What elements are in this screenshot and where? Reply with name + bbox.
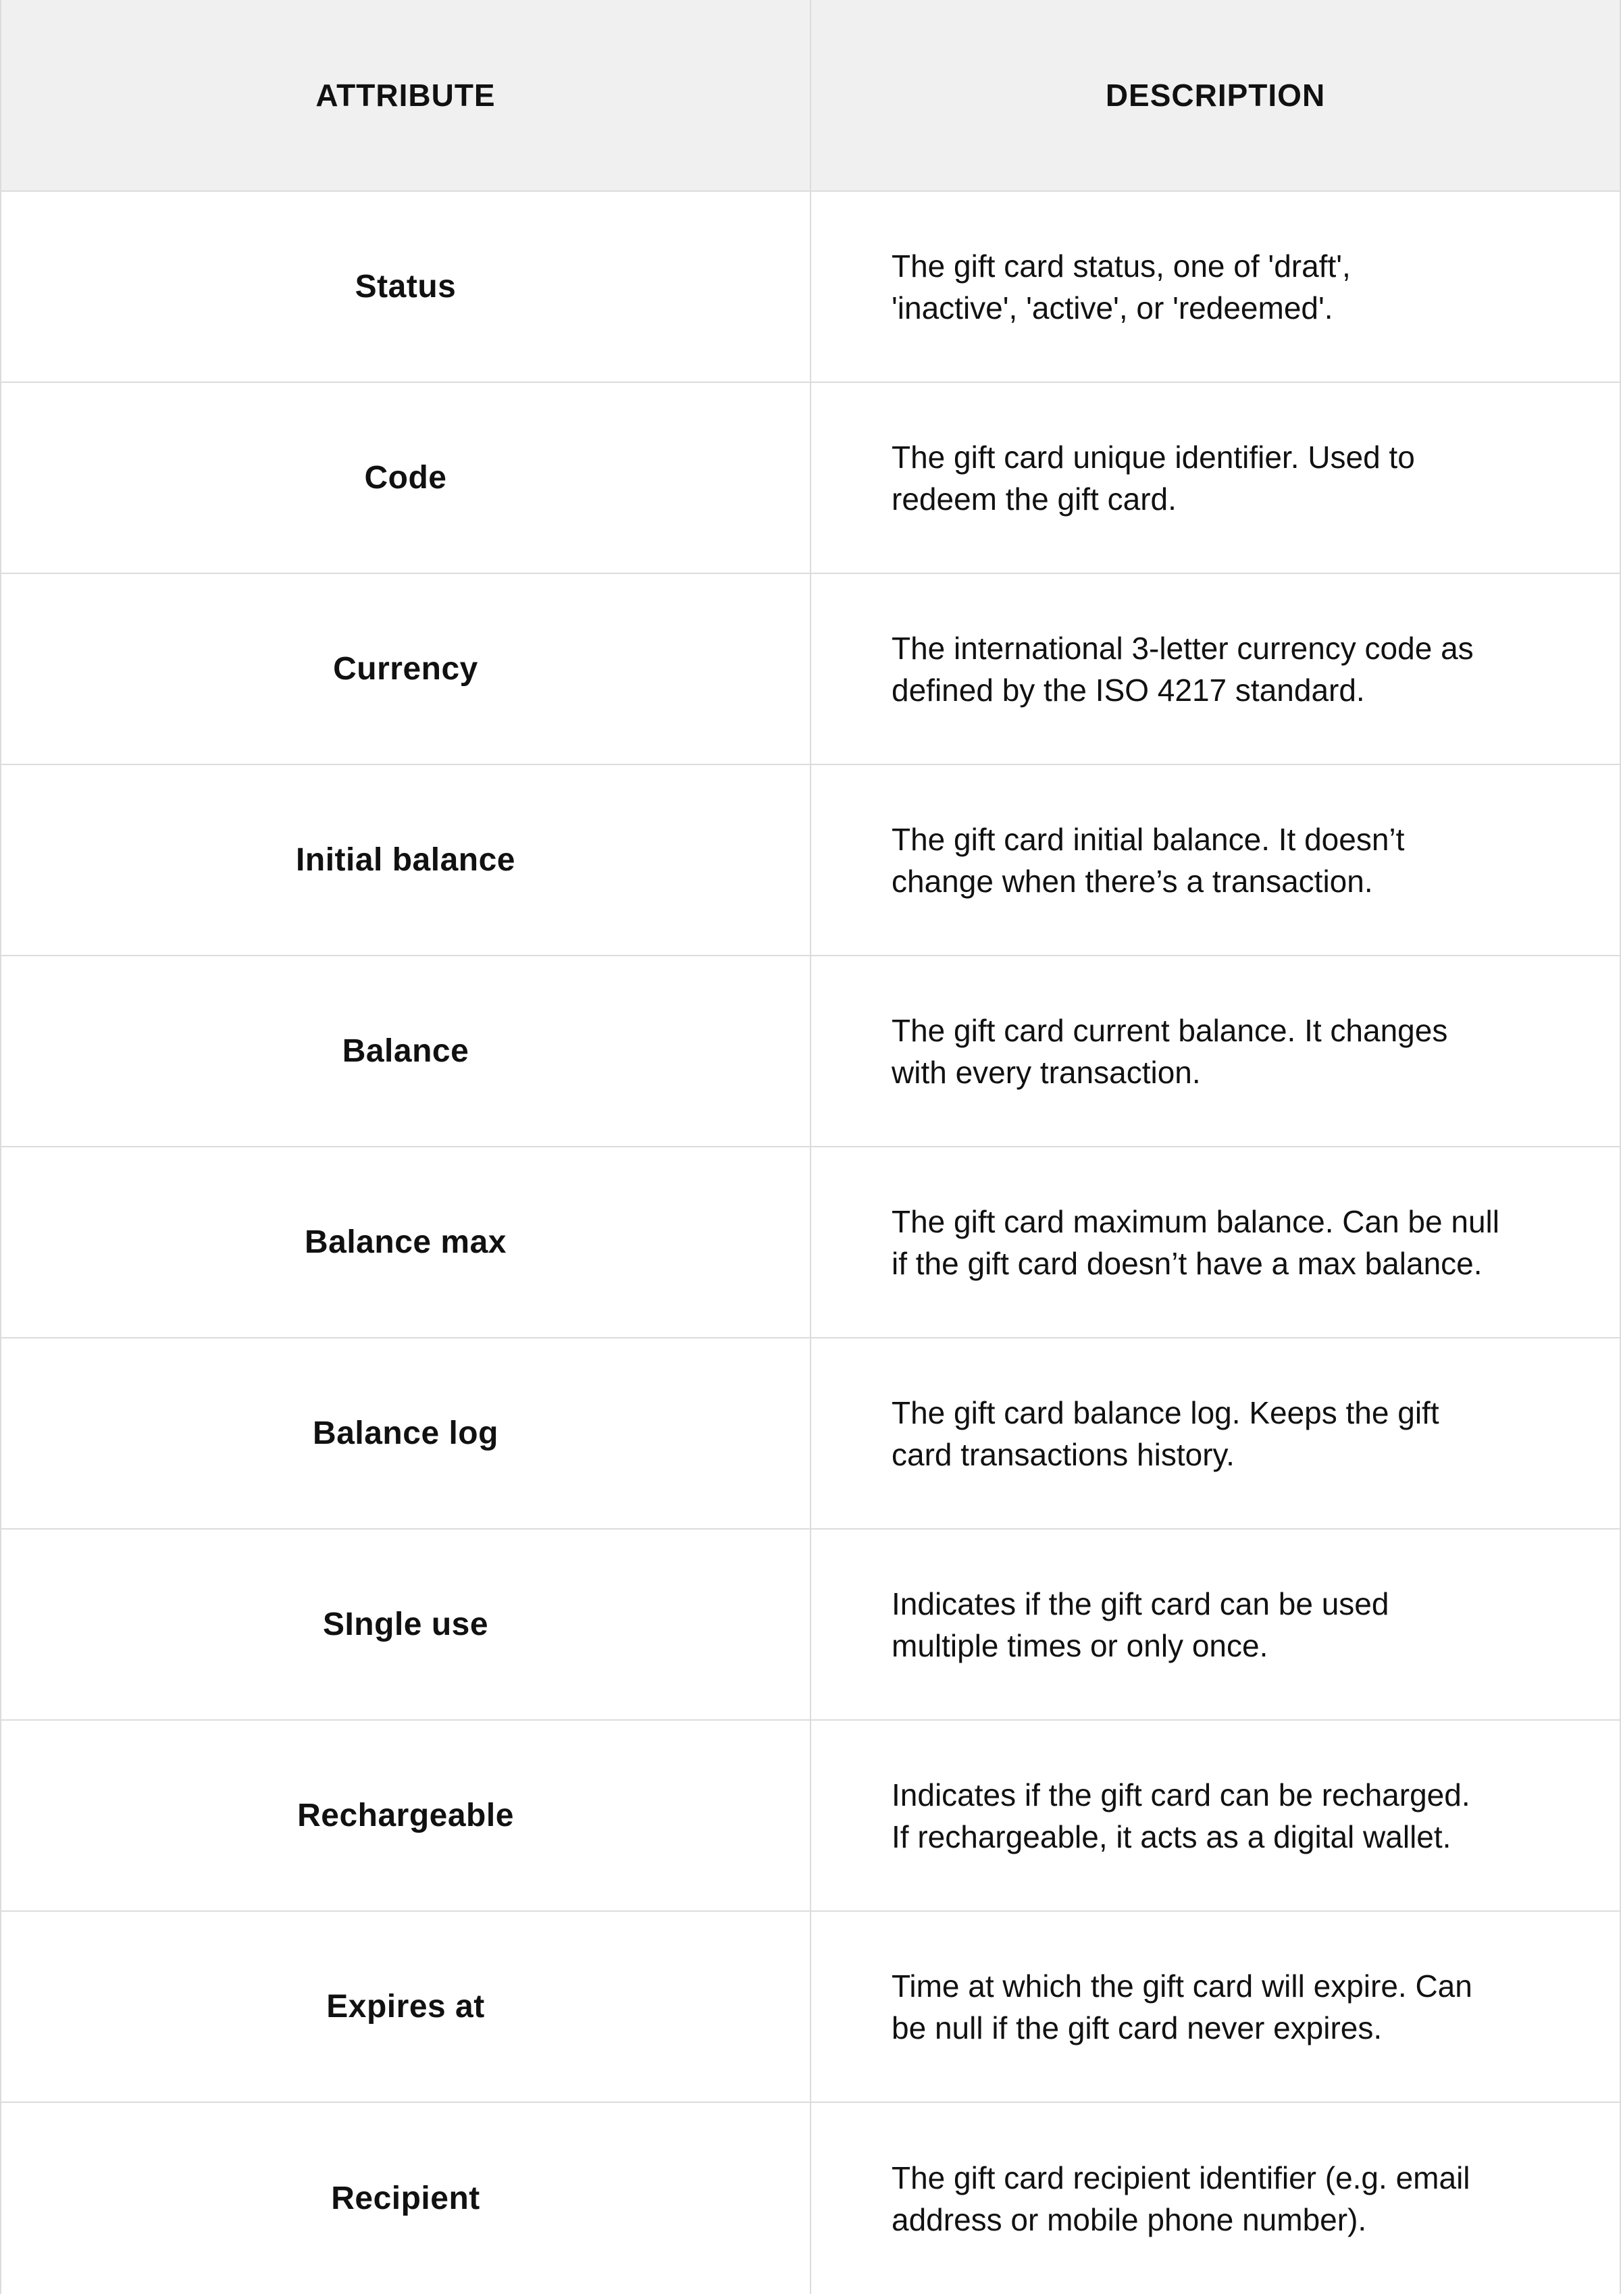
- description-cell: [811, 192, 1621, 382]
- attribute-cell: Code: [0, 383, 811, 573]
- description-text: The gift card status, one of 'draft', 'inactive', 'active', or 'redeemed'.: [892, 248, 1351, 325]
- description-text: The international 3-letter currency code as defined by the ISO 4217 standard.: [892, 630, 1474, 708]
- description-cell: [811, 2103, 1621, 2294]
- description-text: Indicates if the gift card can be recharged. If rechargeable, it acts as a digital wallet.: [892, 1777, 1470, 1854]
- description-text: The gift card recipient identifier (e.g. email address or mobile phone number).: [892, 2160, 1470, 2237]
- description-text: Time at which the gift card will expire. Can be null if the gift card never expires.: [892, 1968, 1472, 2045]
- attribute-cell: SIngle use: [0, 1530, 811, 1719]
- description-cell: [811, 574, 1621, 764]
- header-description: DESCRIPTION: [811, 0, 1621, 190]
- table-row: [0, 1721, 1621, 1912]
- description-cell: [811, 956, 1621, 1146]
- table-row: [0, 1338, 1621, 1530]
- description-text: The gift card initial balance. It doesn’t change when there’s a transaction.: [892, 821, 1405, 899]
- description-cell: [811, 1721, 1621, 1910]
- attribute-cell: Expires at: [0, 1912, 811, 2102]
- description-text: Indicates if the gift card can be used multiple times or only once.: [892, 1586, 1389, 1663]
- description-cell: [811, 1338, 1621, 1528]
- table-row: [0, 1530, 1621, 1721]
- attribute-cell: Initial balance: [0, 765, 811, 955]
- description-cell: [811, 765, 1621, 955]
- table-row: [0, 765, 1621, 956]
- description-text: The gift card maximum balance. Can be null if the gift card doesn’t have a max balance.: [892, 1203, 1499, 1281]
- table-row: [0, 574, 1621, 765]
- description-text: The gift card balance log. Keeps the gift card transactions history.: [892, 1394, 1439, 1472]
- description-text: The gift card current balance. It changes with every transaction.: [892, 1012, 1448, 1090]
- description-cell: [811, 1530, 1621, 1719]
- table-row: [0, 2103, 1621, 2294]
- attribute-cell: Currency: [0, 574, 811, 764]
- attribute-cell: Rechargeable: [0, 1721, 811, 1910]
- attribute-cell: Balance log: [0, 1338, 811, 1528]
- attribute-cell: Recipient: [0, 2103, 811, 2294]
- description-cell: [811, 383, 1621, 573]
- table-row: [0, 1912, 1621, 2103]
- table-row: [0, 383, 1621, 574]
- table-row: [0, 192, 1621, 383]
- attribute-cell: Balance: [0, 956, 811, 1146]
- attribute-cell: Balance max: [0, 1147, 811, 1337]
- description-cell: [811, 1147, 1621, 1337]
- table-header-row: [0, 0, 1621, 192]
- table-row: [0, 1147, 1621, 1338]
- table-row: [0, 956, 1621, 1147]
- attribute-cell: Status: [0, 192, 811, 382]
- description-cell: [811, 1912, 1621, 2102]
- description-text: The gift card unique identifier. Used to redeem the gift card.: [892, 439, 1415, 517]
- header-attribute: ATTRIBUTE: [0, 0, 811, 190]
